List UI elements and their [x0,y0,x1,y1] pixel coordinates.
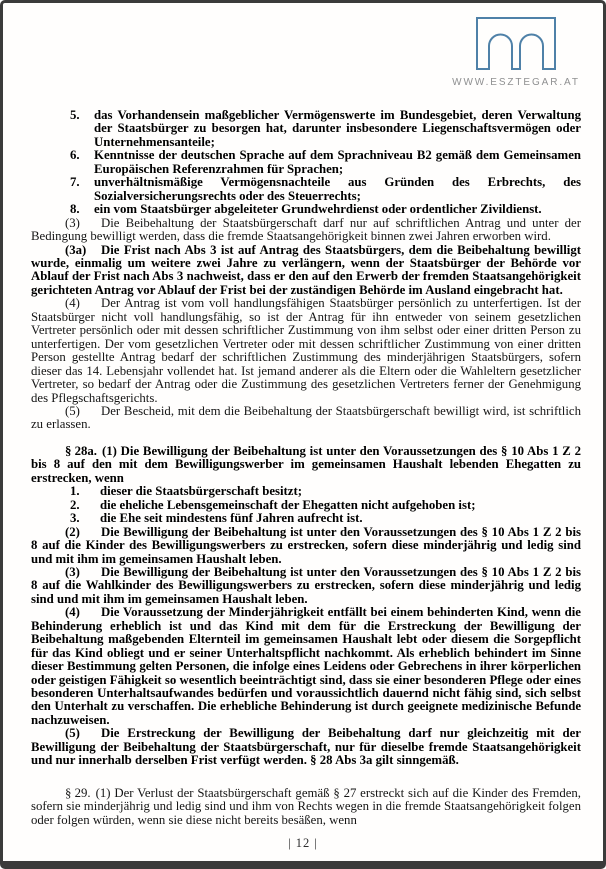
esztegar-logo [451,15,581,88]
paragraph-label: (2) [65,524,80,539]
list-item-text: das Vorhandensein maßgeblicher Vermögenswerte im Bundesgebiet, deren Verwaltung der Staatsbürger zu besorgen hat, darunter insbesondere Liegenschaftsvermögen oder Unternehmensanteile; [94,108,581,149]
list-item [70,109,581,149]
paragraph-text: Die Beibehaltung der Staatsbürgerschaft darf nur auf schriftlichen Antrag und unter der Bedingung bewilligt werden, dass die fremde Staatsangehörigkeit binnen zwei Jahren erworben wird. [31,215,581,244]
paragraph-abs4 [31,297,581,405]
list-item [70,149,581,176]
condition-number: 1. [70,484,80,499]
numbered-list [70,109,581,217]
paragraph-text: Die Bewilligung der Beibehaltung ist unter den Voraussetzungen des § 10 Abs 1 Z 2 bis 8 auf die Kinder des Bewilligungswerbers zu erstrecken, sofern diese minderjährig und ledig sind und mit ihm im gemeinsamen Haushalt leben. [31,524,581,566]
section-label: § 29. [65,785,91,800]
section-text: (1) Der Verlust der Staatsbürgerschaft gemäß § 27 erstreckt sich auf die Kinder des Fremden, sofern sie minderjährig und ledig sind und ihm von Rechts wegen in die fremde Staatsangehörigkeit folgen oder folgen würden, wenn sie diese nicht bereits besäßen, wenn [31,785,581,827]
paragraph-28a-abs3 [31,566,581,606]
paragraph-label: (5) [65,403,80,418]
list-item-number: 7. [70,175,80,190]
section-29-intro [31,787,581,827]
list-item-number: 6. [70,148,80,163]
logo-website-url: WWW.ESZTEGAR.AT [452,77,580,88]
page-number: | 12 | [288,836,318,850]
paragraph-label: (3a) [65,242,87,257]
paragraph-28a-abs4 [31,606,581,727]
condition-text: die Ehe seit mindestens fünf Jahren aufrecht ist. [100,511,363,526]
section-spacer [31,768,581,787]
paragraph-text: Die Frist nach Abs 3 ist auf Antrag des Staatsbürgers, dem die Beibehaltung bewilligt wurde, einmalig um weitere zwei Jahre zu verlängern, wenn der Staatsbürger der Behörde vor Ablauf der Frist nach Abs 3 nachweist, dass er den auf den Erwerb der fremden Staatsangehörigkeit gerichteten Antrag vor Ablauf der Frist bei der zuständigen Behörde im Ausland eingebracht hat. [31,242,581,297]
double-arch-logo-icon [474,15,558,71]
paragraph-abs3a [31,244,581,298]
paragraph-text: Der Bescheid, mit dem die Beibehaltung der Staatsbürgerschaft bewilligt wird, ist schriftlich zu erlassen. [31,403,581,432]
paragraph-abs5 [31,405,581,432]
list-item-text: ein vom Staatsbürger abgeleiteter Grundwehrdienst oder ordentlicher Zivildienst. [94,202,542,217]
list-item-text: unverhältnismäßige Vermögensnachteile aus Gründen des Erbrechts, des Sozialversicherungsrechts oder des Steuerrechts; [94,175,581,203]
condition-number: 3. [70,511,80,526]
paragraph-text: Die Voraussetzung der Minderjährigkeit entfällt bei einem behinderten Kind, wenn die Behinderung erheblich ist und das Kind mit dem für die Erstreckung der Bewilligung der Beibehaltung maßgebenden Elternteil im gemeinsamen Haushalt lebt oder diesem die Sorgepflicht für das Kind obliegt und er seiner Unterhaltspflicht nachkommt. Als erheblich behindert im Sinne dieser Bestimmung gelten Personen, die infolge eines Leidens oder Gebrechens in ihrer körperlichen oder geistigen Fähigkeit so wesentlich beeinträchtigt sind, dass sie einer besonderen Pflege oder eines besonderen Unterhaltsaufwandes bedürfen und voraussichtlich dauernd nicht fähig sind, sich selbst den Unterhalt zu verschaffen. Die erhebliche Behinderung ist durch geeignete medizinische Befunde nachzuweisen. [31,605,581,727]
condition-text: dieser die Staatsbürgerschaft besitzt; [100,484,302,499]
paragraph-label: (4) [65,605,80,620]
paragraph-text: Die Bewilligung der Beibehaltung ist unter den Voraussetzungen des § 10 Abs 1 Z 2 bis 8 auf die Wahlkinder des Bewilligungswerbers zu erstrecken, sofern diese minderjährig und ledig sind und mit ihm im gemeinsamen Haushalt leben. [31,564,581,606]
section-text: (1) Die Bewilligung der Beibehaltung ist unter den Voraussetzungen des § 10 Abs 1 Z 2 bis 8 auf den mit dem Bewilligungswerber im gemeinsamen Haushalt lebenden Ehegatten zu erstrecken, wenn [31,443,581,485]
list-item [70,203,581,216]
condition-item [70,485,581,498]
paragraph-label: (5) [65,726,80,741]
paragraph-28a-abs2 [31,526,581,566]
list-item [70,176,581,203]
list-item-number: 8. [70,202,80,217]
document-body [31,109,581,827]
paragraph-label: (3) [65,215,80,230]
paragraph-abs3 [31,217,581,244]
condition-list [70,485,581,525]
paragraph-text: Der Antrag ist vom voll handlungsfähigen Staatsbürger persönlich zu unterfertigen. Ist der Staatsbürger nicht voll handlungsfähig, so ist der Antrag für ihn entweder von seinem gesetzlichen Vertreter persönlich oder mit dessen schriftlicher Zustimmung von ihm selbst oder einer dritten Person zu unterfertigen. Der vom gesetzlichen Vertreter oder mit dessen schriftlicher Zustimmung von einer dritten Person gestellte Antrag bedarf der schriftlichen Zustimmung des minderjährigen Staatsbürgers, sofern dieser das 14. Lebensjahr vollendet hat. Ist jemand anderer als die Eltern oder die Wahleltern gesetzlicher Vertreter, so bedarf der Antrag oder die Zustimmung des gesetzlichen Vertreters ferner der Genehmigung des Pflegschaftsgerichts. [31,296,581,405]
paragraph-28a-abs5 [31,727,581,767]
condition-item [70,499,581,512]
list-item-number: 5. [70,108,80,122]
paragraph-label: (3) [65,564,80,579]
condition-text: die eheliche Lebensgemeinschaft der Ehegatten nicht aufgehoben ist; [100,497,476,512]
paragraph-text: Die Erstreckung der Bewilligung der Beibehaltung darf nur gleichzeitig mit der Bewilligung der Beibehaltung der Staatsbürgerschaft, nur für dieselbe fremde Staatsangehörigkeit und nur innerhalb derselben Frist verfügt werden. § 28 Abs 3a gilt sinngemäß. [31,726,581,768]
section-28a-intro [31,445,581,485]
condition-number: 2. [70,497,80,512]
paragraph-label: (4) [65,296,80,311]
list-item-text: Kenntnisse der deutschen Sprache auf dem Sprachniveau B2 gemäß dem Gemeinsamen Europäischen Referenzrahmen für Sprachen; [94,148,581,176]
section-label: § 28a. [65,443,97,458]
condition-item [70,512,581,525]
